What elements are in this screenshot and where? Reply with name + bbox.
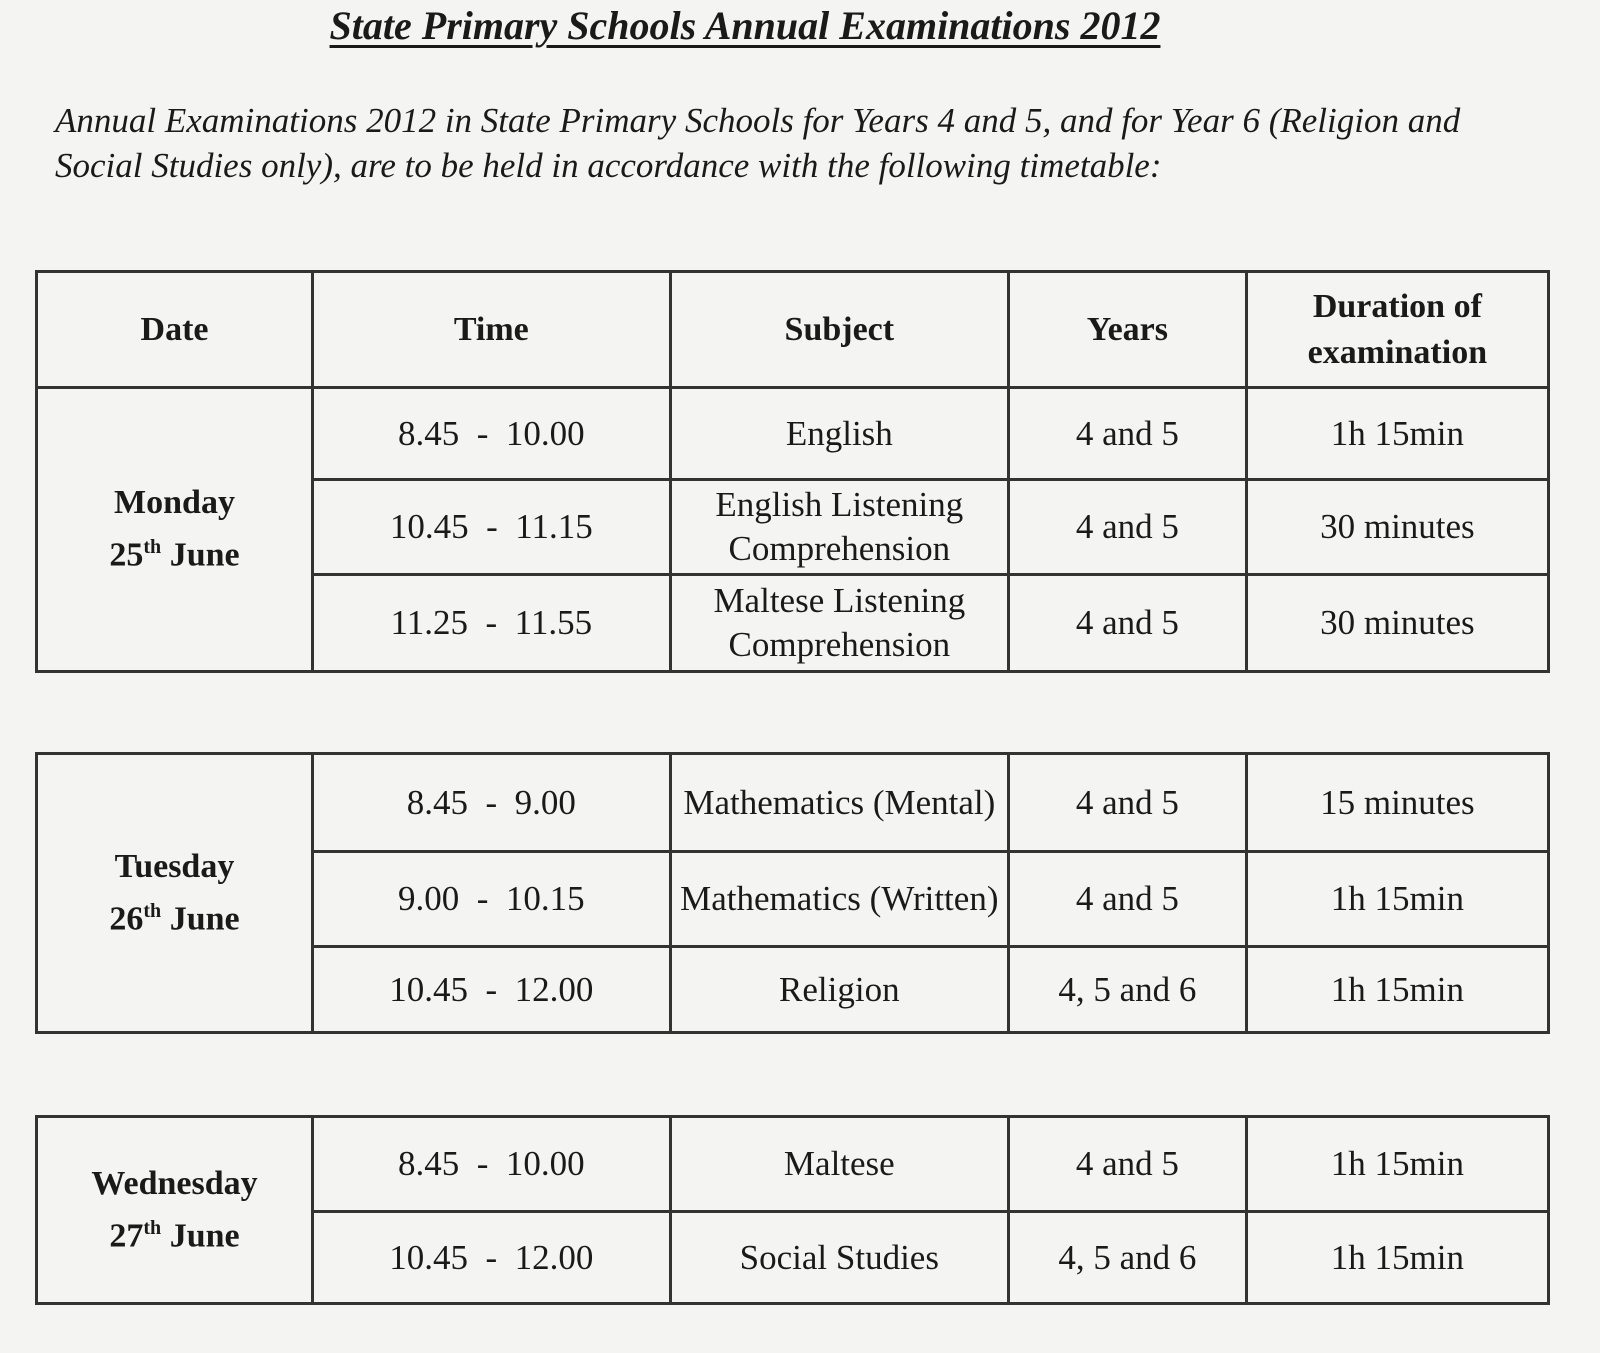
day-suffix: th	[143, 899, 162, 922]
duration-cell: 30 minutes	[1246, 480, 1548, 575]
day-number: 26	[109, 900, 144, 938]
day-suffix: th	[143, 1216, 162, 1239]
subject-cell: English Listening Comprehension	[670, 480, 1008, 575]
subject-cell: Maltese	[670, 1117, 1008, 1212]
time-cell: 11.25 - 11.55	[313, 575, 671, 672]
table-row	[37, 754, 1549, 852]
time-cell: 10.45 - 11.15	[313, 480, 671, 575]
time-cell: 10.45 - 12.00	[313, 947, 671, 1033]
month: June	[169, 536, 240, 574]
years-cell: 4, 5 and 6	[1009, 947, 1247, 1033]
column-header: Duration of examination	[1246, 272, 1548, 388]
time-cell: 8.45 - 10.00	[313, 388, 671, 480]
date-cell	[37, 388, 313, 672]
time-cell: 9.00 - 10.15	[313, 852, 671, 947]
date-cell	[37, 1117, 313, 1304]
timetable-tuesday	[35, 752, 1550, 1034]
subject-cell: Religion	[670, 947, 1008, 1033]
column-header: Time	[313, 272, 671, 388]
years-cell: 4 and 5	[1009, 754, 1247, 852]
time-cell: 8.45 - 9.00	[313, 754, 671, 852]
header-row	[37, 272, 1549, 388]
day-suffix: th	[143, 536, 162, 559]
subject-cell: Mathematics (Written)	[670, 852, 1008, 947]
years-cell: 4, 5 and 6	[1009, 1212, 1247, 1304]
time-cell: 8.45 - 10.00	[313, 1117, 671, 1212]
day-number: 27	[109, 1217, 144, 1255]
day-name: Tuesday	[114, 847, 235, 885]
month: June	[169, 900, 240, 938]
duration-cell: 30 minutes	[1246, 575, 1548, 672]
years-cell: 4 and 5	[1009, 480, 1247, 575]
day-name: Wednesday	[91, 1164, 258, 1202]
document-title: State Primary Schools Annual Examinations 2012	[329, 3, 1161, 48]
time-cell: 10.45 - 12.00	[313, 1212, 671, 1304]
table-row	[37, 388, 1549, 480]
duration-cell: 1h 15min	[1246, 852, 1548, 947]
years-cell: 4 and 5	[1009, 388, 1247, 480]
day-number: 25	[109, 536, 144, 574]
duration-cell: 1h 15min	[1246, 947, 1548, 1033]
duration-cell: 1h 15min	[1246, 388, 1548, 480]
years-cell: 4 and 5	[1009, 1117, 1247, 1212]
subject-cell: Mathematics (Mental)	[670, 754, 1008, 852]
column-header: Date	[37, 272, 313, 388]
years-cell: 4 and 5	[1009, 575, 1247, 672]
timetable-wednesday	[35, 1115, 1550, 1305]
subject-cell: Maltese Listening Comprehension	[670, 575, 1008, 672]
duration-cell: 1h 15min	[1246, 1212, 1548, 1304]
day-name: Monday	[114, 484, 235, 522]
month: June	[169, 1217, 240, 1255]
timetable-monday	[35, 270, 1550, 673]
duration-cell: 15 minutes	[1246, 754, 1548, 852]
column-header: Years	[1009, 272, 1247, 388]
subject-cell: English	[670, 388, 1008, 480]
years-cell: 4 and 5	[1009, 852, 1247, 947]
subject-cell: Social Studies	[670, 1212, 1008, 1304]
column-header: Subject	[670, 272, 1008, 388]
duration-cell: 1h 15min	[1246, 1117, 1548, 1212]
intro-paragraph: Annual Examinations 2012 in State Primary Schools for Years 4 and 5, and for Year 6 (Religion and Social Studies only), are to be held in accordance with the following timetable:	[55, 101, 1461, 185]
date-cell	[37, 754, 313, 1033]
table-row	[37, 1117, 1549, 1212]
